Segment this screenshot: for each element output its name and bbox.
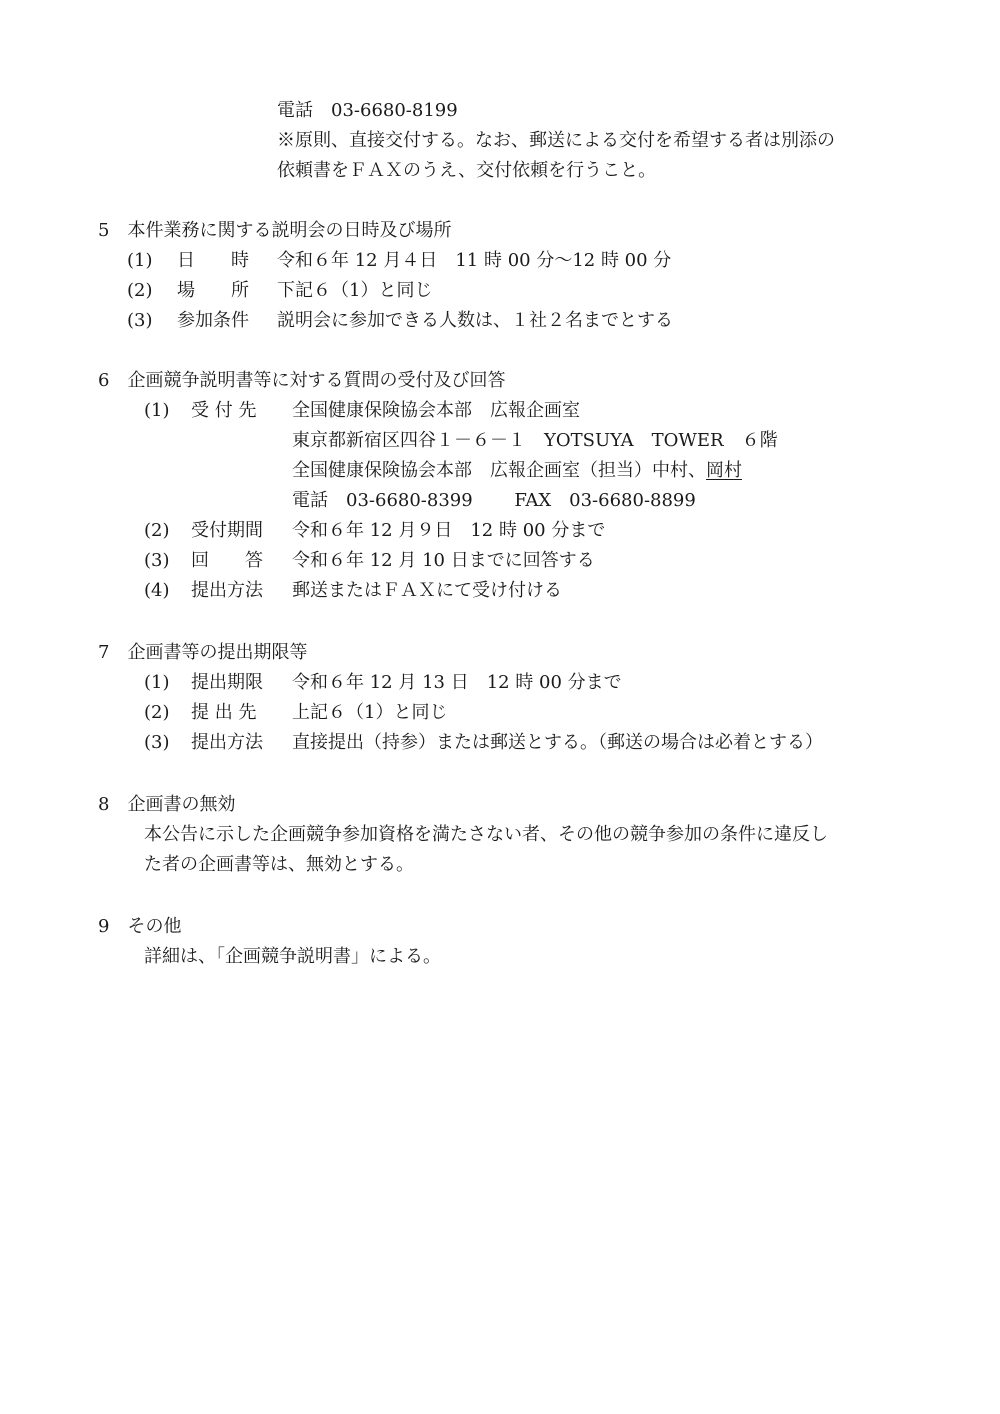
- s7-item-3-number: (3): [144, 732, 170, 753]
- s5-item-1-number: (1): [127, 250, 153, 271]
- s7-item-1-number: (1): [144, 672, 170, 693]
- s8-paragraph-line-2: た者の企画書等は、無効とする。: [144, 854, 414, 875]
- s5-item-3-number: (3): [127, 310, 153, 331]
- delivery-note-line-1: ※原則、直接交付する。なお、郵送による交付を希望する者は別添の: [277, 130, 835, 151]
- s7-item-2-number: (2): [144, 702, 170, 723]
- s6-item-4-value: 郵送またはＦＡＸにて受け付ける: [292, 580, 562, 601]
- s5-item-3-value: 説明会に参加できる人数は、１社２名までとする: [277, 310, 673, 331]
- section-5-heading: 5 本件業務に関する説明会の日時及び場所: [98, 220, 452, 241]
- s6-item-1-label: 受 付 先: [191, 400, 257, 421]
- s7-item-1-label: 提出期限: [191, 672, 263, 693]
- s5-item-2-number: (2): [127, 280, 153, 301]
- s5-item-2-label: 場 所: [177, 280, 249, 301]
- s6-contact-name-underlined: 岡村: [706, 460, 742, 481]
- s6-item-2-value: 令和６年 12 月９日 12 時 00 分まで: [292, 520, 606, 541]
- s7-item-3-value: 直接提出（持参）または郵送とする。（郵送の場合は必着とする）: [292, 732, 823, 753]
- s5-item-2-value: 下記６（1）と同じ: [277, 280, 433, 301]
- s6-item-3-label: 回 答: [191, 550, 263, 571]
- s6-item-3-value: 令和６年 12 月 10 日までに回答する: [292, 550, 595, 571]
- s7-item-1-value: 令和６年 12 月 13 日 12 時 00 分まで: [292, 672, 622, 693]
- section-7-heading: 7 企画書等の提出期限等: [98, 642, 308, 663]
- s6-item-1-line-3: [292, 456, 742, 486]
- s8-paragraph-line-1: 本公告に示した企画競争参加資格を満たさない者、その他の競争参加の条件に違反し: [144, 824, 828, 845]
- s6-item-1-line-4: 電話 03-6680-8399 FAX 03-6680-8899: [292, 490, 696, 511]
- section-9-heading: 9 その他: [98, 916, 182, 937]
- section-6-heading: 6 企画競争説明書等に対する質問の受付及び回答: [98, 370, 506, 391]
- issuer-phone: 電話 03-6680-8199: [277, 100, 458, 121]
- s5-item-1-value: 令和６年 12 月４日 11 時 00 分～12 時 00 分: [277, 250, 672, 271]
- s6-item-2-label: 受付期間: [191, 520, 263, 541]
- s7-item-2-value: 上記６（1）と同じ: [292, 702, 448, 723]
- s6-item-1-line-2: 東京都新宿区四谷１－６－１ YOTSUYA TOWER ６階: [292, 430, 778, 451]
- s6-item-1-number: (1): [144, 400, 170, 421]
- s6-item-4-number: (4): [144, 580, 170, 601]
- delivery-note-line-2: 依頼書をＦＡＸのうえ、交付依頼を行うこと。: [277, 160, 657, 181]
- s7-item-3-label: 提出方法: [191, 732, 263, 753]
- s5-item-1-label: 日 時: [177, 250, 249, 271]
- s6-item-2-number: (2): [144, 520, 170, 541]
- section-8-heading: 8 企画書の無効: [98, 794, 236, 815]
- s6-item-4-label: 提出方法: [191, 580, 263, 601]
- s7-item-2-label: 提 出 先: [191, 702, 257, 723]
- s6-contact-text: 全国健康保険協会本部 広報企画室（担当）中村、: [292, 460, 706, 481]
- s6-item-3-number: (3): [144, 550, 170, 571]
- s6-item-1-line-1: 全国健康保険協会本部 広報企画室: [292, 400, 580, 421]
- s5-item-3-label: 参加条件: [177, 310, 249, 331]
- s9-paragraph: 詳細は、「企画競争説明書」による。: [144, 946, 441, 967]
